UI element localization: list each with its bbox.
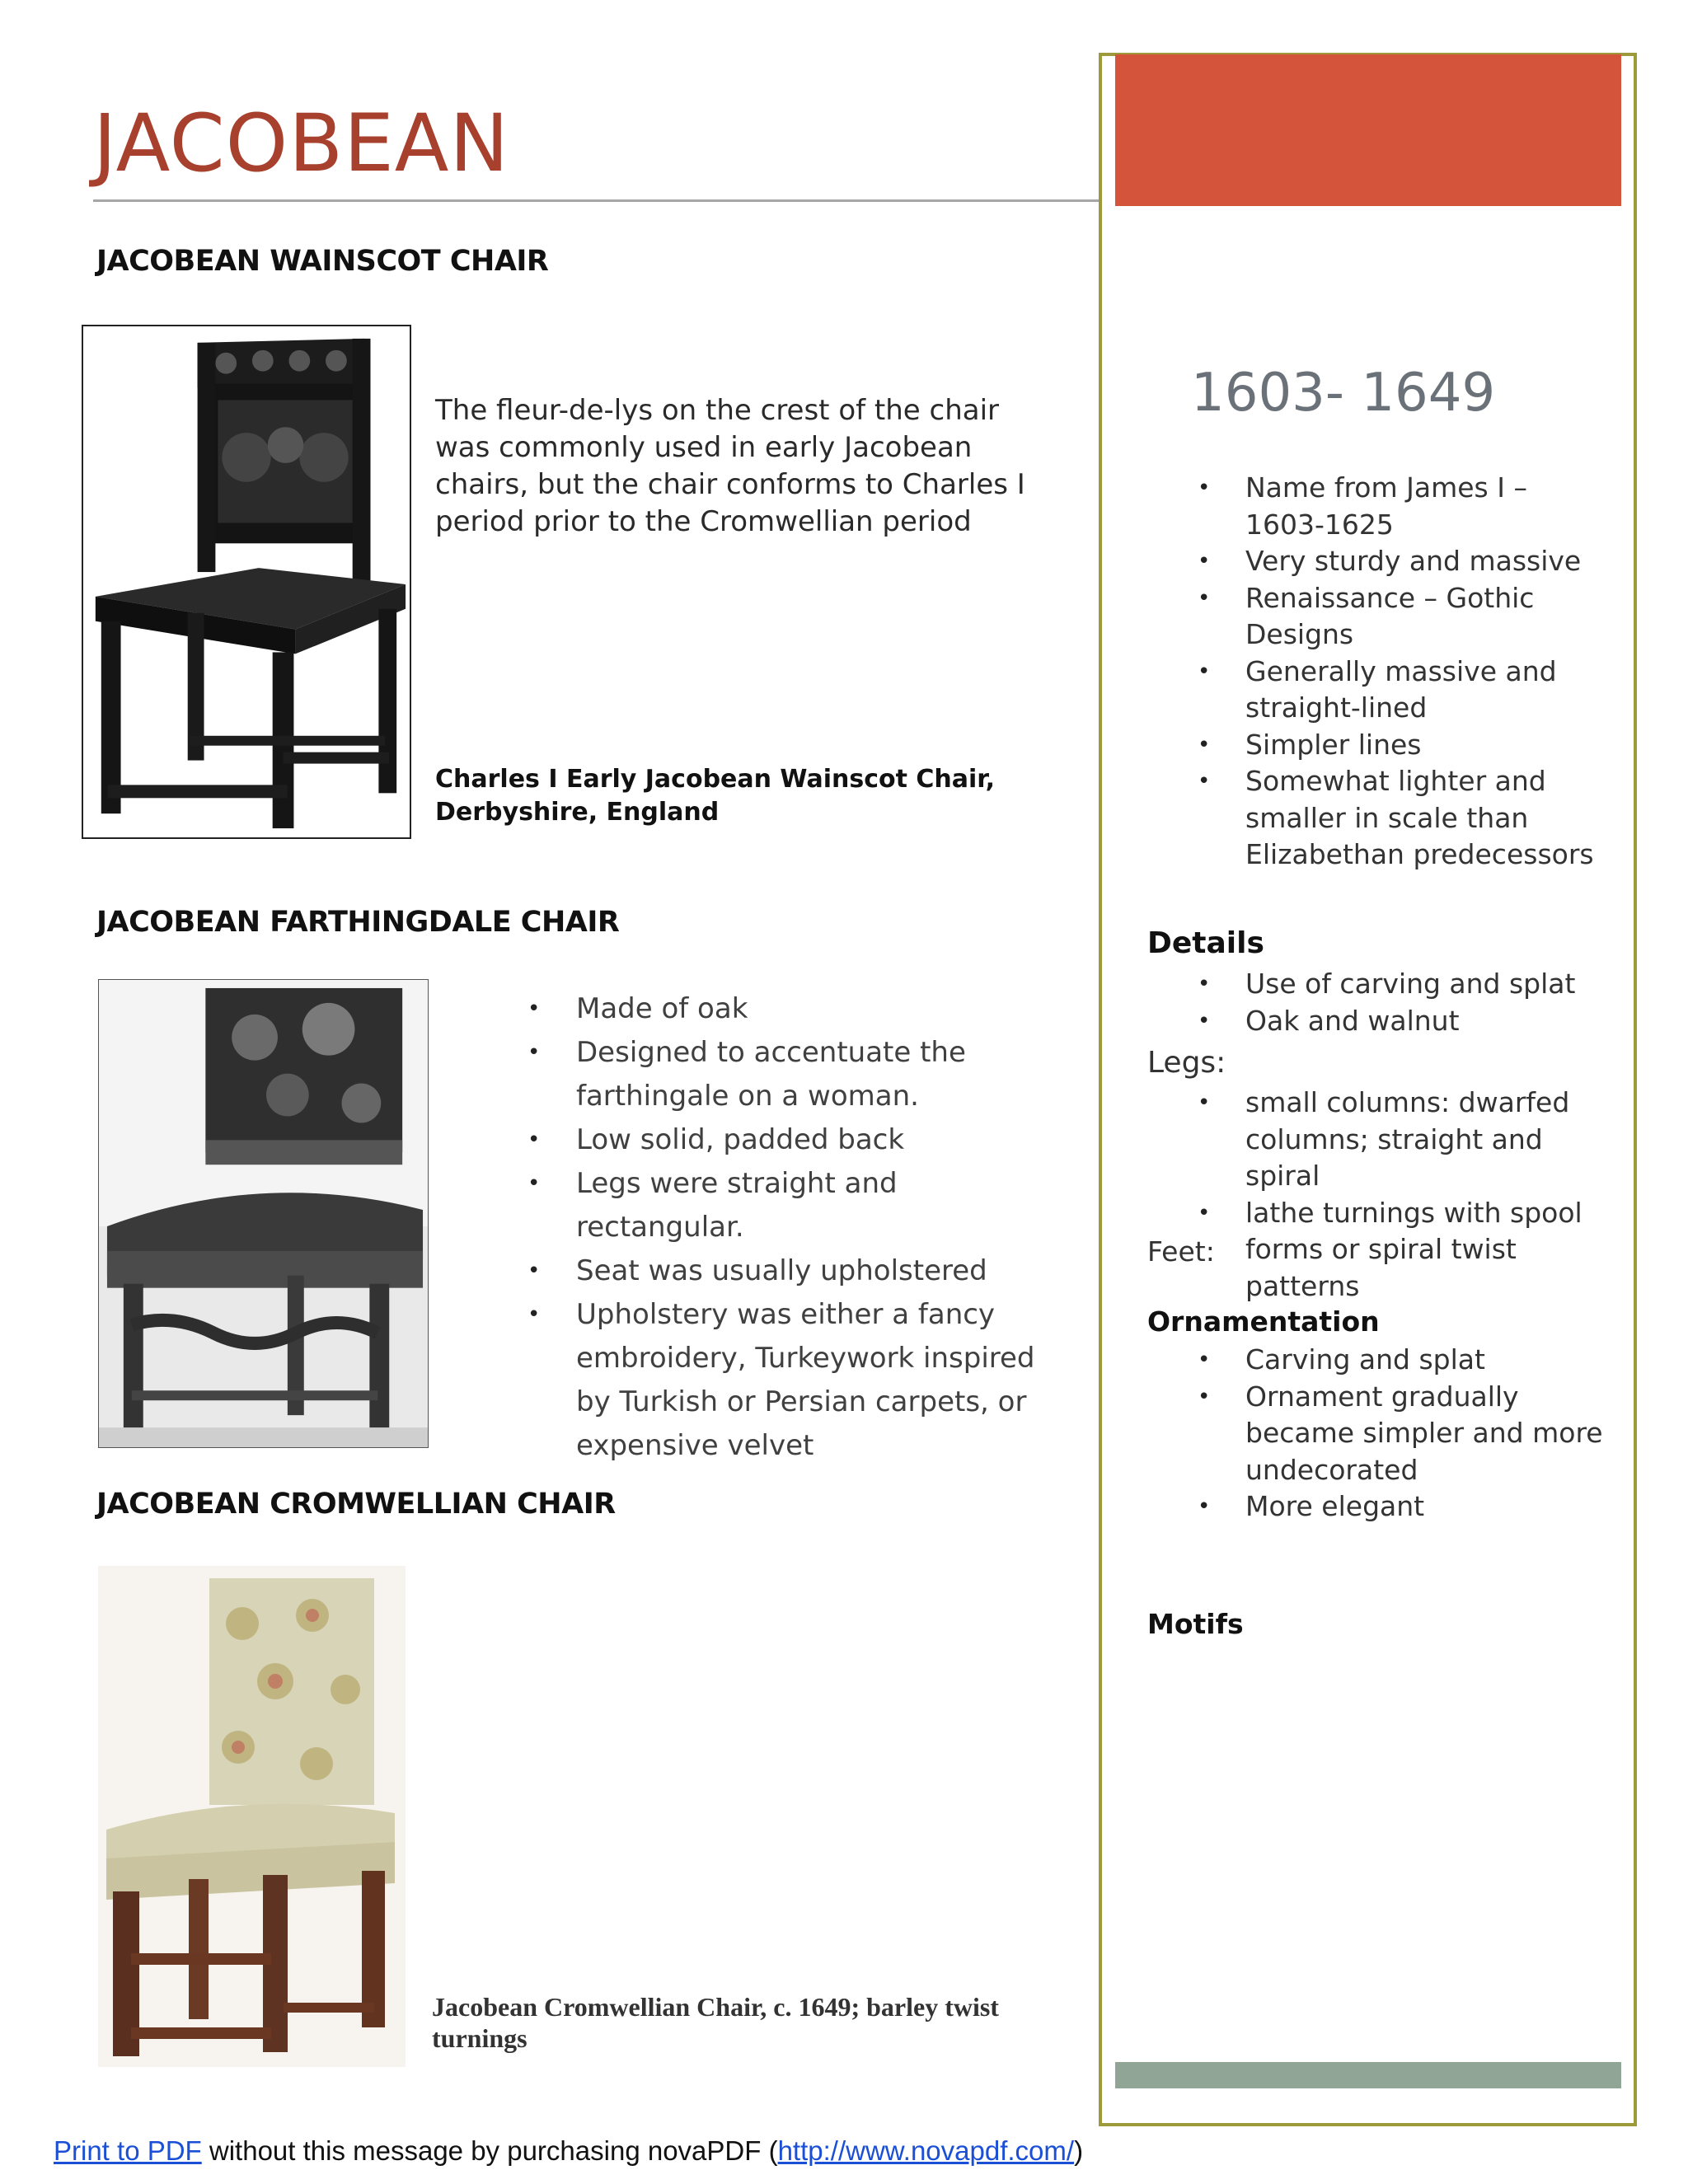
sidebar-footer-bar	[1115, 2062, 1621, 2088]
farthingdale-heading: JACOBEAN FARTHINGDALE CHAIR	[96, 906, 620, 939]
legs-list	[1198, 1085, 1616, 1305]
bullet-icon: •	[1198, 476, 1211, 500]
bullet-icon: •	[1198, 972, 1211, 996]
motifs-heading: Motifs	[1147, 1608, 1244, 1640]
bullet-icon: •	[528, 1127, 541, 1152]
list-item: • Carving and splat	[1245, 1342, 1612, 1379]
bullet-icon: •	[528, 1302, 541, 1327]
list-item: • Designed to accentuate the farthingale on a woman.	[576, 1031, 1038, 1118]
cromwellian-caption: Jacobean Cromwellian Chair, c. 1649; barley twist turnings	[432, 1992, 999, 2053]
details-list	[1198, 966, 1612, 1039]
farthingdale-chair-image	[98, 979, 429, 1448]
bullet-icon: •	[1198, 1384, 1211, 1409]
ornamentation-list	[1198, 1342, 1612, 1526]
bullet-icon: •	[528, 1258, 541, 1283]
ornamentation-heading: Ornamentation	[1147, 1305, 1380, 1338]
footer-close-paren: )	[1074, 2135, 1084, 2166]
details-heading: Details	[1147, 926, 1264, 960]
bullet-icon: •	[1198, 585, 1211, 611]
list-item: • Name from James I – 1603-1625	[1198, 471, 1527, 541]
list-item: • Somewhat lighter and smaller in scale than Elizabethan predecessors	[1198, 765, 1594, 870]
bullet-icon: •	[1198, 1494, 1211, 1519]
bullet-icon: •	[1198, 1347, 1211, 1372]
list-item: • Simpler lines	[1245, 727, 1612, 764]
bullet-icon: •	[1198, 1008, 1211, 1033]
list-item: • Renaissance – Gothic Designs	[1198, 581, 1535, 650]
sidebar-accent-bar	[1115, 54, 1621, 206]
footer-text: without this message by purchasing novaPDF (	[201, 2135, 778, 2166]
print-to-pdf-link[interactable]: Print to PDF	[54, 2135, 202, 2166]
title-divider	[93, 199, 1100, 202]
cromwellian-chair-image	[98, 1566, 406, 2067]
wainscot-description: The fleur-de-lys on the crest of the chair was commonly used in early Jacobean chairs, but the chair conforms to Charles I period prior to the Cromwellian period	[435, 394, 1025, 538]
list-item: • Ornament gradually became simpler and more undecorated	[1198, 1380, 1603, 1486]
list-item: • Generally massive and straight-lined	[1198, 654, 1557, 724]
bullet-icon: •	[1198, 658, 1211, 684]
bullet-icon: •	[528, 1040, 541, 1065]
feet-label: Feet:	[1147, 1235, 1215, 1268]
overview-list	[1198, 470, 1612, 874]
bullet-icon: •	[528, 1171, 541, 1196]
bullet-icon: •	[528, 996, 541, 1021]
bullet-icon: •	[1198, 732, 1211, 757]
list-item: • small columns: dwarfed columns; straight and spiral	[1198, 1086, 1570, 1192]
page-title: JACOBEAN	[93, 97, 510, 190]
list-item: • More elegant	[1245, 1488, 1612, 1526]
legs-label: Legs:	[1147, 1046, 1226, 1080]
list-item: • Oak and walnut	[1245, 1003, 1612, 1040]
list-item: • Use of carving and splat	[1245, 966, 1612, 1003]
list-item: • Upholstery was either a fancy embroidery, Turkeywork inspired by Turkish or Persian carpets, or expensive velvet	[576, 1293, 1038, 1468]
list-item: • Seat was usually upholstered	[576, 1249, 1038, 1293]
bullet-icon: •	[1198, 1200, 1211, 1226]
farthingdale-list	[528, 987, 1038, 1468]
wainscot-caption: Charles I Early Jacobean Wainscot Chair, Derbyshire, England	[435, 765, 996, 827]
bullet-icon: •	[1198, 769, 1211, 794]
novapdf-link[interactable]: http://www.novapdf.com/	[777, 2135, 1075, 2166]
list-item: • Made of oak	[576, 987, 1038, 1031]
wainscot-heading: JACOBEAN WAINSCOT CHAIR	[96, 245, 549, 278]
pdf-watermark-footer	[54, 2135, 1083, 2167]
wainscot-chair-image	[82, 325, 411, 839]
date-range: 1603- 1649	[1191, 363, 1496, 424]
cromwellian-heading: JACOBEAN CROMWELLIAN CHAIR	[96, 1488, 616, 1521]
list-item: • Very sturdy and massive	[1245, 543, 1612, 580]
list-item: • Legs were straight and rectangular.	[576, 1162, 1038, 1249]
list-item: • lathe turnings with spool forms or spiral twist patterns	[1198, 1196, 1582, 1302]
bullet-icon: •	[1198, 549, 1211, 574]
list-item: • Low solid, padded back	[576, 1118, 1038, 1162]
bullet-icon: •	[1198, 1090, 1211, 1115]
